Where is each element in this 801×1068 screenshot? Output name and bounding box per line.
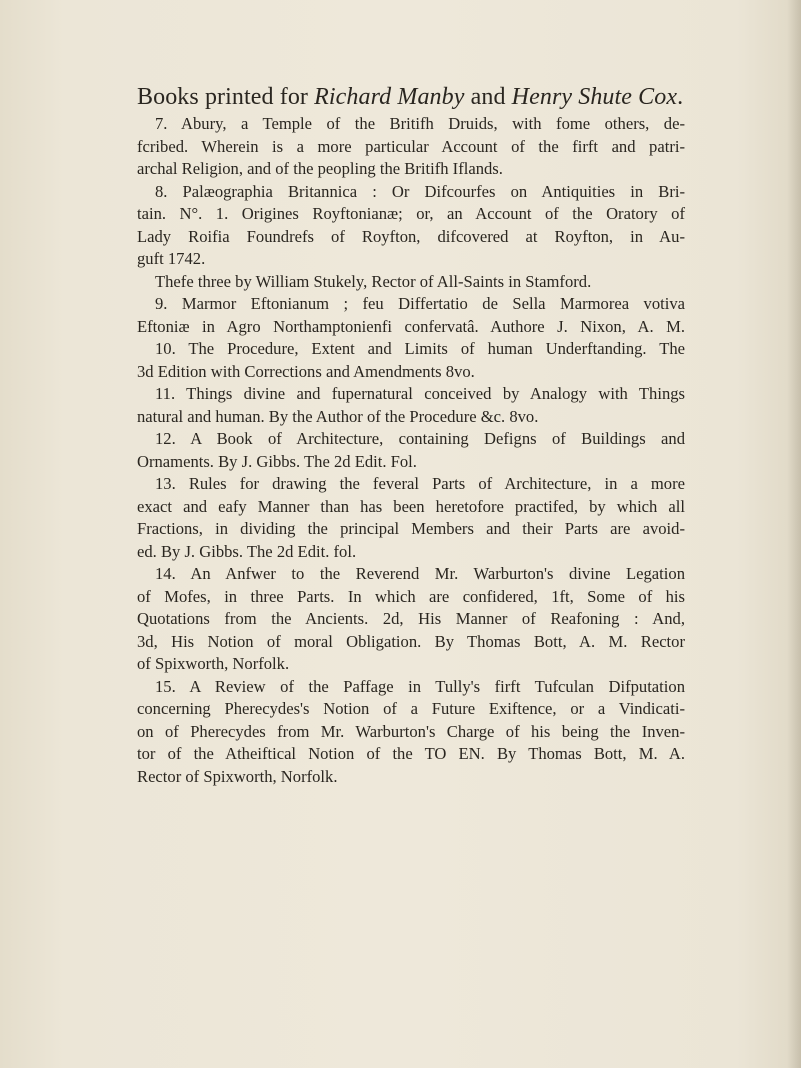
text-line: 3d Edition with Corrections and Amendments 8vo. — [137, 361, 475, 381]
text-line: 3d, His Notion of moral Obligation. By Thomas Bott, A. M. Rector — [137, 631, 685, 651]
text-line: of Spixworth, Norfolk. — [137, 654, 290, 673]
text-line: exact and eafy Manner than has been heretofore practifed, by which all — [137, 496, 685, 516]
text-line: Fractions, in dividing the principal Members and their Parts are avoid- — [137, 519, 685, 538]
text-line: 15. A Review of the Paffage in Tully's firft Tufculan Difputation — [155, 676, 685, 696]
text-line: Eftoniæ in Agro Northamptonienfi confervatâ. Authore J. Nixon, A. M. — [137, 316, 685, 336]
text-line: 7. Abury, a Temple of the Britifh Druids, with fome others, de- — [155, 114, 685, 133]
text-line: 11. Things divine and fupernatural conceived by Analogy with Things — [155, 384, 685, 403]
text-line: 8. Palæographia Britannica : Or Difcourfes on Antiquities in Bri- — [155, 181, 685, 201]
text-line: 14. An Anfwer to the Reverend Mr. Warburton's divine Legation — [155, 564, 685, 583]
page-header — [137, 82, 697, 112]
text-line: 12. A Book of Architecture, containing Defigns of Buildings and — [155, 429, 685, 448]
header-publisher-1: Richard Manby — [314, 84, 465, 110]
header-conjunction: and — [464, 84, 512, 110]
text-line: Quotations from the Ancients. 2d, His Manner of Reafoning : And, — [137, 609, 685, 628]
text-line: 10. The Procedure, Extent and Limits of human Underftanding. The — [155, 339, 685, 358]
text-line: Lady Roifia Foundrefs of Royfton, difcovered at Royfton, in Au- — [137, 226, 685, 246]
text-line: Thefe three by William Stukely, Rector of All-Saints in Stamford. — [155, 271, 592, 291]
text-line: 13. Rules for drawing the feveral Parts of Architecture, in a more — [155, 474, 685, 493]
page-edge-shadow — [787, 0, 801, 1068]
text-line: tor of the Atheiftical Notion of the TO EN. By Thomas Bott, M. A. — [137, 744, 685, 763]
book-list — [137, 113, 685, 788]
text-line: Ornaments. By J. Gibbs. The 2d Edit. Fol. — [137, 451, 417, 471]
text-line: of Mofes, in three Parts. In which are confidered, 1ft, Some of his — [137, 586, 685, 606]
text-line: fcribed. Wherein is a more particular Account of the firft and patri- — [137, 136, 685, 156]
text-line: on of Pherecydes from Mr. Warburton's Charge of his being the Inven- — [137, 721, 685, 741]
header-publisher-2: Henry Shute Cox — [511, 84, 678, 110]
header-period: . — [677, 84, 684, 110]
text-line: guft 1742. — [137, 249, 206, 268]
text-line: archal Religion, and of the peopling the Britifh Iflands. — [137, 159, 503, 178]
text-line: ed. By J. Gibbs. The 2d Edit. fol. — [137, 541, 357, 561]
text-line: natural and human. By the Author of the Procedure &c. 8vo. — [137, 406, 539, 426]
text-line: Rector of Spixworth, Norfolk. — [137, 766, 338, 786]
text-line: concerning Pherecydes's Notion of a Future Exiftence, or a Vindicati- — [137, 699, 685, 718]
header-prefix: Books printed for — [137, 84, 315, 110]
text-line: 9. Marmor Eftonianum ; feu Differtatio de Sella Marmorea votiva — [155, 294, 685, 313]
text-line: tain. N°. 1. Origines Royftonianæ; or, an Account of the Oratory of — [137, 204, 685, 223]
